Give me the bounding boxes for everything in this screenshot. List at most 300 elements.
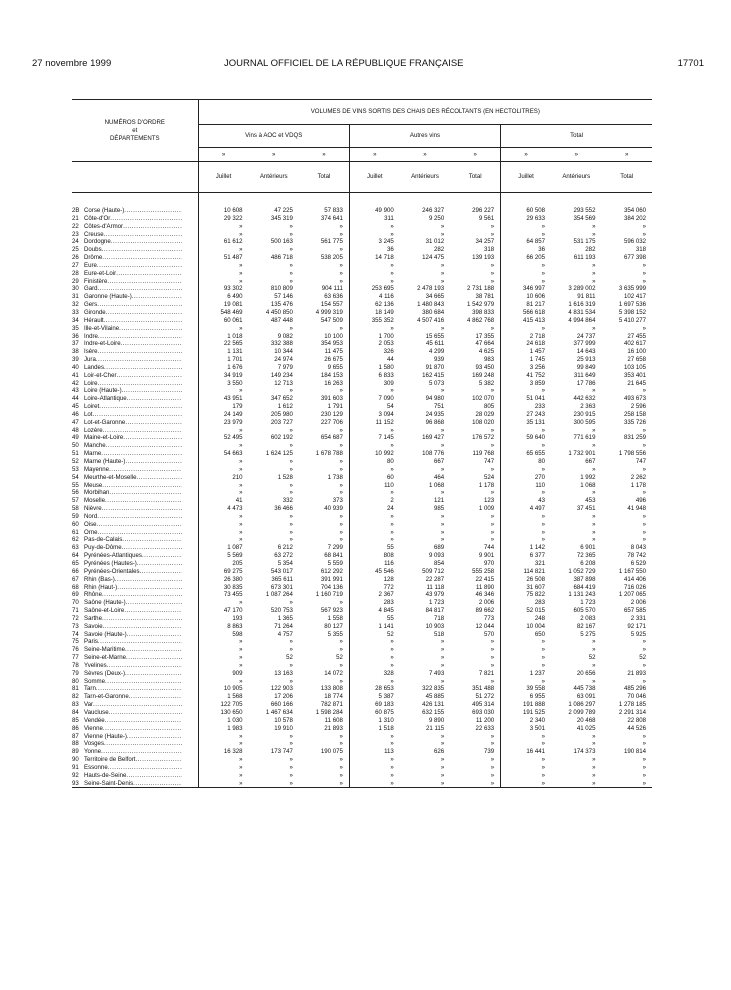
cell-aoc-anterieurs: 10 344 [274, 348, 293, 356]
department-name: Savoie (Haute-) ..... [84, 631, 182, 639]
cell-other-total: 89 662 [475, 607, 495, 615]
cell-aoc-total: 1 598 284 [315, 709, 343, 716]
cell-total-juillet: » [501, 325, 551, 333]
cell-other-juillet: » [349, 442, 399, 450]
table-row [72, 278, 652, 286]
table-row [72, 466, 652, 474]
department-cell [72, 340, 198, 348]
cell-other-anterieurs: » [440, 324, 445, 332]
department-cell [72, 395, 198, 403]
department-name: Jura ..... [84, 356, 182, 364]
cell-other-anterieurs: » [440, 638, 445, 646]
cell-aoc-total: 391 603 [320, 395, 343, 403]
department-code: 46 [72, 410, 79, 418]
department-cell [72, 536, 198, 544]
cell-aoc-total: 63 636 [324, 293, 343, 301]
cell-aoc-total: » [339, 261, 343, 269]
cell-aoc-juillet: » [198, 231, 248, 239]
table-row [72, 701, 652, 709]
table-row [72, 450, 652, 458]
blank-header-cell [72, 162, 198, 193]
cell-aoc-total: » [339, 520, 343, 528]
cell-other-anterieurs: » [400, 780, 450, 788]
department-code: 71 [72, 607, 79, 615]
table-spacer-row [72, 193, 652, 208]
department-code: 85 [72, 716, 79, 724]
cell-other-total: 318 [483, 246, 495, 254]
department-name: Corse (Haute-) ..... [84, 207, 182, 215]
department-code: 54 [72, 473, 79, 481]
cell-other-juillet: 60 [349, 474, 399, 482]
cell-aoc-juillet: » [198, 733, 248, 741]
cell-other-anterieurs: » [440, 230, 445, 238]
table-row [72, 317, 652, 325]
department-code: 50 [72, 442, 79, 450]
cell-total-total: 493 673 [623, 395, 646, 403]
table-row [72, 333, 652, 341]
cell-total-anterieurs: 4 831 534 [568, 308, 596, 316]
cell-total-anterieurs: 25 913 [576, 356, 596, 364]
cell-total-total: 353 401 [623, 371, 646, 379]
cell-other-anterieurs: 939 [434, 356, 445, 364]
cell-aoc-anterieurs: 810 809 [270, 285, 293, 293]
cell-total-juillet: » [501, 536, 551, 544]
cell-aoc-total: 1 160 719 [315, 591, 343, 599]
cell-total-total: 27 455 [627, 332, 646, 340]
cell-total-anterieurs: » [592, 638, 596, 646]
cell-total-total: 1 167 550 [618, 567, 646, 575]
cell-other-anterieurs: 169 427 [422, 434, 445, 442]
cell-other-anterieurs: » [440, 646, 445, 654]
cell-other-anterieurs: 34 665 [425, 293, 445, 301]
cell-total-juillet: 4 497 [501, 505, 551, 513]
department-code: 72 [72, 614, 79, 622]
department-code: 69 [72, 591, 79, 599]
department-cell [72, 364, 198, 372]
cell-total-juillet: 31 607 [501, 584, 551, 592]
cell-other-total: 22 415 [475, 575, 495, 583]
table-row [72, 348, 652, 356]
cell-total-total: 402 617 [623, 340, 646, 348]
cell-total-anterieurs: » [592, 528, 596, 536]
mark-cell: » [349, 148, 399, 162]
cell-total-juillet: » [501, 521, 551, 529]
cell-total-juillet: 1 142 [501, 544, 551, 552]
cell-aoc-anterieurs: 332 [282, 497, 293, 505]
table-row [72, 678, 652, 686]
cell-total-juillet: 27 243 [501, 411, 551, 419]
cell-other-anterieurs: 322 835 [422, 685, 445, 693]
cell-total-total: 596 032 [623, 238, 646, 246]
cell-total-total: 1 697 536 [618, 301, 646, 309]
department-name: Yonne ..... [84, 748, 182, 756]
cell-other-total: » [490, 763, 495, 771]
cell-total-anterieurs: 531 175 [573, 238, 596, 246]
department-cell [72, 293, 198, 301]
cell-total-juillet: 270 [501, 474, 551, 482]
cell-other-juillet: 2 053 [349, 340, 399, 348]
table-row [72, 223, 652, 231]
cell-other-total: » [490, 677, 495, 685]
cell-total-juillet: 75 822 [501, 591, 551, 599]
department-name: Seine-Maritime ..... [84, 646, 182, 654]
cell-aoc-total: » [339, 387, 343, 395]
cell-total-total: 44 526 [627, 724, 646, 732]
department-cell [72, 772, 198, 780]
cell-aoc-juillet: » [198, 638, 248, 646]
cell-aoc-anterieurs: » [289, 512, 293, 520]
cell-total-juillet: 1 745 [501, 356, 551, 364]
department-name: Morbihan ..... [84, 489, 182, 497]
cell-aoc-total: » [339, 599, 343, 607]
table-row [72, 246, 652, 254]
cell-total-anterieurs: 1 068 [580, 481, 596, 489]
table-row [72, 536, 652, 544]
cell-other-anterieurs: 31 012 [425, 238, 445, 246]
cell-other-anterieurs: 4 299 [428, 348, 445, 356]
cell-total-juillet: 66 205 [501, 254, 551, 262]
cell-aoc-total: 391 991 [320, 575, 343, 583]
department-cell [72, 576, 198, 584]
department-code: 68 [72, 583, 79, 591]
department-cell [72, 740, 198, 748]
cell-aoc-anterieurs: » [289, 387, 293, 395]
department-name: Loire-Atlantique ..... [84, 395, 182, 403]
cell-total-anterieurs: 2 099 789 [568, 709, 596, 716]
cell-total-juillet: 10 004 [501, 623, 551, 631]
cell-other-juillet: » [349, 536, 399, 544]
cell-other-juillet: » [349, 733, 399, 741]
cell-aoc-total: » [339, 269, 343, 277]
cell-total-juillet: » [501, 442, 551, 450]
cell-aoc-juillet: » [198, 772, 248, 780]
department-name: Eure ..... [84, 262, 182, 270]
table-row [72, 521, 652, 529]
cell-aoc-total: 133 808 [320, 685, 343, 693]
department-cell [72, 607, 198, 615]
cell-total-total: 414 406 [623, 575, 646, 583]
cell-total-total: 78 742 [627, 552, 646, 560]
cell-total-anterieurs: » [592, 489, 596, 497]
cell-aoc-anterieurs: » [289, 536, 293, 544]
mark-cell: » [198, 148, 248, 162]
cell-other-anterieurs: 124 475 [422, 254, 445, 262]
department-code: 26 [72, 254, 79, 262]
cell-other-total: » [490, 661, 495, 669]
cell-other-anterieurs: 121 [434, 497, 445, 505]
table-row [72, 607, 652, 615]
department-name: Saône (Haute-) ..... [84, 599, 182, 607]
cell-total-anterieurs: 300 595 [573, 418, 596, 426]
cell-aoc-anterieurs: 10 578 [274, 716, 293, 724]
cell-total-total: » [642, 536, 646, 544]
cell-total-juillet: 29 633 [501, 215, 551, 223]
cell-aoc-total: » [339, 458, 343, 465]
department-name: Finistère ..... [84, 278, 182, 286]
cell-total-total: 485 296 [623, 685, 646, 693]
department-code: 34 [72, 316, 79, 324]
cell-total-juillet: 10 606 [501, 293, 551, 301]
department-code: 90 [72, 756, 79, 764]
cell-other-anterieurs: 4 507 416 [417, 316, 445, 324]
cell-other-anterieurs: » [440, 465, 445, 473]
department-cell [72, 725, 198, 733]
department-cell [72, 654, 198, 662]
cell-aoc-anterieurs: » [289, 269, 293, 277]
cell-aoc-anterieurs: 660 166 [270, 701, 293, 709]
department-code: 37 [72, 340, 79, 348]
cell-other-juillet: 54 [349, 403, 399, 411]
cell-aoc-total: 612 292 [320, 567, 343, 575]
cell-total-anterieurs: 6 208 [580, 559, 596, 567]
cell-other-anterieurs: » [440, 512, 445, 520]
cell-aoc-anterieurs: » [289, 465, 293, 473]
cell-other-juillet: » [349, 678, 399, 686]
cell-other-juillet: 7 145 [349, 434, 399, 442]
cell-total-anterieurs: 1 992 [580, 473, 596, 481]
cell-other-total: » [490, 230, 495, 238]
table-body [72, 193, 652, 788]
department-code: 89 [72, 748, 79, 756]
department-name: Loire (Haute-) ..... [84, 387, 182, 395]
cell-other-anterieurs: 15 655 [425, 332, 445, 340]
cell-total-anterieurs: 445 738 [573, 685, 596, 693]
department-cell [72, 552, 198, 560]
department-cell [72, 246, 198, 254]
cell-aoc-anterieurs: 63 272 [274, 552, 293, 560]
cell-other-total: » [490, 489, 495, 497]
cell-other-anterieurs: 380 684 [422, 308, 445, 316]
department-name: Hauts-de-Seine ..... [84, 772, 182, 780]
cell-other-anterieurs: 91 870 [425, 363, 445, 371]
cell-total-total: 22 808 [627, 716, 646, 724]
cell-other-total: » [490, 740, 495, 748]
department-name: Lozère ..... [84, 427, 182, 435]
department-name: Garonne (Haute-) ..... [84, 293, 182, 301]
cell-other-anterieurs: 96 868 [425, 418, 445, 426]
cell-other-total: » [490, 512, 495, 520]
cell-other-total: 5 382 [478, 379, 495, 387]
cell-aoc-juillet: 23 979 [198, 419, 248, 427]
cell-aoc-anterieurs: » [289, 489, 293, 497]
table-row [72, 419, 652, 427]
department-cell [72, 215, 198, 223]
cell-other-total: 139 193 [472, 254, 495, 262]
cell-other-total: » [490, 269, 495, 277]
department-name: Marne ..... [84, 450, 182, 458]
cell-total-total: 1 178 [630, 481, 646, 489]
department-code: 32 [72, 301, 79, 309]
cell-total-total: 27 658 [627, 356, 646, 364]
cell-other-anterieurs: » [440, 528, 445, 536]
department-cell [72, 685, 198, 693]
department-cell [72, 458, 198, 466]
cell-aoc-total: 7 299 [327, 544, 343, 552]
department-name: Maine-et-Loire ..... [84, 434, 182, 442]
department-code: 76 [72, 646, 79, 654]
wine-volume-table-container [72, 99, 652, 788]
cell-other-total: 102 070 [472, 395, 495, 403]
department-code: 61 [72, 528, 79, 536]
cell-other-juillet: 116 [349, 560, 399, 568]
cell-total-juillet: 346 997 [501, 285, 551, 293]
department-code: 36 [72, 332, 79, 340]
cell-aoc-total: 9 655 [327, 363, 343, 371]
table-row [72, 748, 652, 756]
mark-cell: » [601, 148, 652, 162]
cell-total-total: 103 105 [623, 363, 646, 371]
cell-aoc-juillet: 1 701 [198, 356, 248, 364]
cell-other-total: » [490, 528, 495, 536]
cell-total-juillet: » [501, 772, 551, 780]
cell-other-total: 1 009 [478, 505, 495, 513]
cell-total-juillet: » [501, 489, 551, 497]
cell-other-juillet: 1 310 [349, 717, 399, 725]
cell-other-juillet: 28 653 [349, 685, 399, 693]
cell-aoc-total: 18 774 [324, 693, 343, 701]
department-name: Doubs ..... [84, 246, 182, 254]
cell-other-juillet: 14 718 [349, 254, 399, 262]
cell-aoc-anterieurs: » [289, 599, 293, 607]
cell-other-juillet: 110 [349, 482, 399, 490]
cell-aoc-total: » [299, 780, 349, 788]
cell-total-anterieurs: 667 [585, 458, 596, 465]
cell-other-total: » [490, 277, 495, 285]
department-cell [72, 733, 198, 741]
cell-total-juillet: 566 618 [501, 309, 551, 317]
department-code: 78 [72, 661, 79, 669]
cell-aoc-anterieurs: 19 910 [274, 724, 293, 732]
department-cell [72, 560, 198, 568]
cell-total-total: » [642, 222, 646, 230]
cell-other-total: 970 [483, 559, 495, 567]
cell-total-anterieurs: 37 451 [576, 505, 596, 513]
cell-other-anterieurs: 84 817 [425, 607, 445, 615]
cell-total-total: 8 043 [630, 544, 646, 552]
cell-other-juillet: 6 833 [349, 372, 399, 380]
department-name: Lot-et-Garonne ..... [84, 419, 182, 427]
department-code: 56 [72, 489, 79, 497]
department-code: 27 [72, 261, 79, 269]
department-name: Loire ..... [84, 380, 182, 388]
cell-total-anterieurs: » [592, 426, 596, 434]
cell-total-anterieurs: 354 569 [573, 214, 596, 222]
table-row [72, 599, 652, 607]
cell-aoc-juillet: » [198, 764, 248, 772]
cell-other-juillet: 2 [349, 497, 399, 505]
cell-other-total: 108 020 [472, 418, 495, 426]
cell-aoc-anterieurs: 47 225 [274, 207, 293, 214]
cell-total-anterieurs: 20 656 [576, 669, 596, 677]
cell-other-total: » [450, 780, 500, 788]
department-cell [72, 748, 198, 756]
department-name: Marne (Haute-) ..... [84, 458, 182, 466]
cell-aoc-total: 547 509 [320, 316, 343, 324]
cell-aoc-total: 10 100 [324, 332, 343, 340]
department-name: Loir-et-Cher ..... [84, 372, 182, 380]
department-code: 83 [72, 701, 79, 709]
cell-total-anterieurs: 5 275 [580, 630, 596, 638]
cell-total-juillet: 16 441 [501, 748, 551, 756]
subcol-anterieurs: Antérieurs [249, 162, 299, 193]
cell-other-juillet: 5 387 [349, 693, 399, 701]
department-code: 59 [72, 512, 79, 520]
table-row [72, 411, 652, 419]
cell-other-anterieurs: » [440, 489, 445, 497]
department-name: Pyrénées-Orientales ..... [84, 568, 182, 576]
cell-total-total: 52 [639, 654, 646, 662]
cell-total-anterieurs: » [592, 222, 596, 230]
department-cell [72, 521, 198, 529]
cell-total-total: 496 [635, 497, 646, 505]
cell-total-total: 1 278 185 [618, 701, 646, 709]
department-code: 60 [72, 520, 79, 528]
table-row [72, 615, 652, 623]
cell-other-anterieurs: 985 [434, 505, 445, 513]
department-cell [72, 646, 198, 654]
cell-aoc-total: » [339, 465, 343, 473]
cell-other-total: 17 355 [475, 332, 495, 340]
table-row [72, 584, 652, 592]
cell-total-anterieurs: 72 365 [576, 552, 596, 560]
cell-aoc-anterieurs: 17 206 [274, 693, 293, 701]
cell-aoc-juillet: » [198, 529, 248, 537]
departments-column-header [72, 100, 198, 162]
cell-total-anterieurs: » [592, 771, 596, 779]
cell-other-total: 22 633 [475, 724, 495, 732]
cell-aoc-total: » [339, 426, 343, 434]
cell-aoc-anterieurs: 36 466 [274, 505, 293, 513]
cell-aoc-anterieurs: 71 264 [274, 622, 293, 630]
cell-aoc-total: » [339, 638, 343, 646]
department-cell [72, 333, 198, 341]
cell-total-anterieurs: 387 898 [573, 575, 596, 583]
department-code: 25 [72, 246, 79, 254]
cell-total-juillet: 52 015 [501, 607, 551, 615]
cell-total-juillet: 59 640 [501, 434, 551, 442]
cell-total-total: 318 [635, 246, 646, 254]
cell-other-juillet: 55 [349, 544, 399, 552]
department-name: Pyrénées-Atlantiques ..... [84, 552, 182, 560]
department-name: Nièvre ..... [84, 505, 182, 513]
cell-aoc-anterieurs: 602 192 [270, 434, 293, 442]
department-code: 88 [72, 740, 79, 748]
table-row [72, 364, 652, 372]
cell-aoc-juillet: » [198, 678, 248, 686]
cell-total-anterieurs: 24 737 [576, 332, 596, 340]
cell-other-juillet: » [349, 756, 399, 764]
cell-total-juillet: 191 888 [501, 701, 551, 709]
cell-other-total: 4 862 768 [467, 316, 495, 324]
department-cell [72, 529, 198, 537]
cell-total-total: 258 158 [623, 410, 646, 418]
department-code: 23 [72, 230, 79, 238]
cell-other-total: » [490, 387, 495, 395]
department-name: Isère ..... [84, 348, 182, 356]
cell-total-total: » [642, 324, 646, 332]
cell-total-anterieurs: » [592, 324, 596, 332]
cell-aoc-juillet: » [198, 489, 248, 497]
cell-aoc-juillet: » [198, 325, 248, 333]
cell-total-anterieurs: 605 570 [573, 607, 596, 615]
subcol-juillet: Juillet [501, 162, 551, 193]
cell-other-anterieurs: 5 073 [428, 379, 445, 387]
cell-other-anterieurs: » [440, 442, 445, 450]
department-code: 74 [72, 630, 79, 638]
cell-aoc-anterieurs: 24 974 [274, 356, 293, 364]
cell-total-anterieurs: 4 994 864 [568, 316, 596, 324]
cell-aoc-anterieurs: 520 753 [270, 607, 293, 615]
